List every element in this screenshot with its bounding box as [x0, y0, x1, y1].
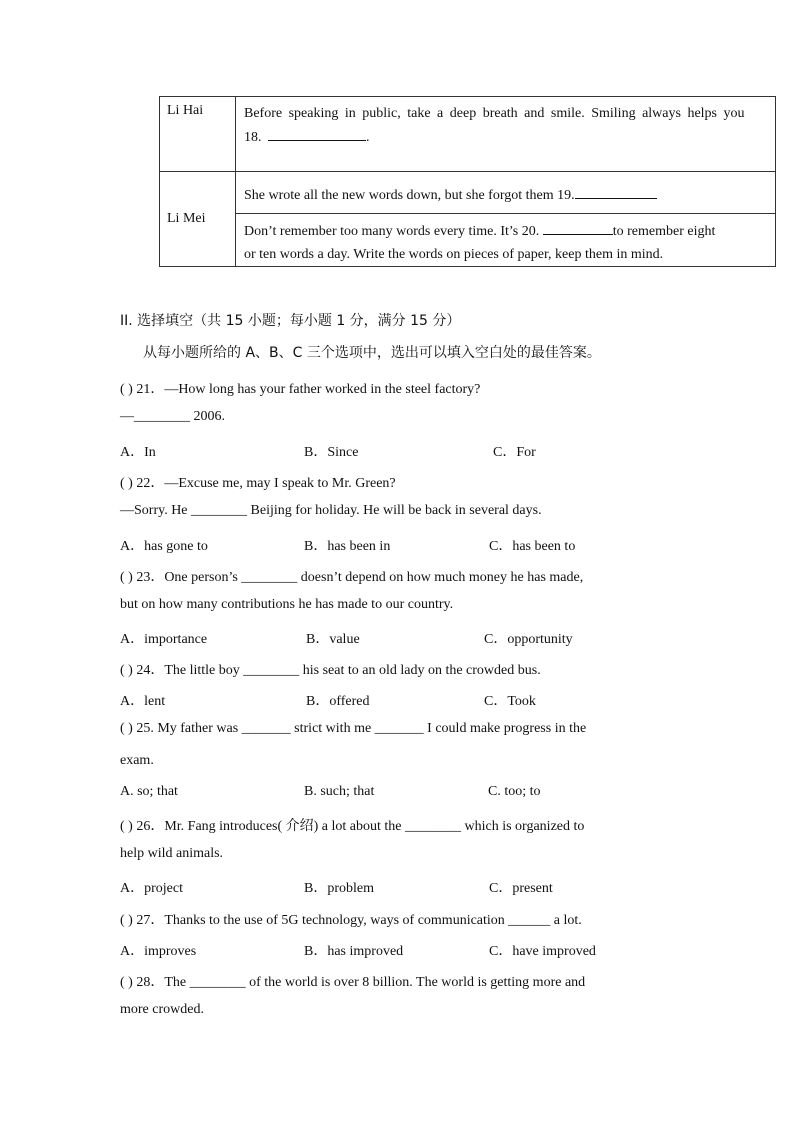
question-stem-line2: exam. — [120, 753, 154, 768]
dialogue-table — [159, 96, 776, 267]
option-b[interactable]: B．has improved — [304, 944, 404, 959]
option-a[interactable]: A．project — [120, 881, 183, 896]
section-instruction: 从每小题所给的 A、B、C 三个选项中，选出可以填入空白处的最佳答案。 — [143, 345, 601, 361]
option-c[interactable]: C．For — [493, 445, 536, 460]
option-a[interactable]: A．has gone to — [120, 539, 208, 554]
option-c[interactable]: C．present — [489, 881, 553, 896]
question-stem: ( ) 27．Thanks to the use of 5G technology, ways of communication ______ a lot. — [120, 913, 582, 928]
problem-cell — [236, 172, 776, 214]
question-stem: ( ) 25. My father was _______ strict with me _______ I could make progress in the — [120, 721, 587, 736]
question-stem: ( ) 21．—How long has your father worked in the steel factory? — [120, 382, 481, 397]
speaker-cell — [160, 172, 236, 267]
table-row — [160, 97, 776, 172]
question-stem: ( ) 28．The ________ of the world is over 8 billion. The world is getting more and — [120, 975, 586, 990]
advice-text-line2: or ten words a day. Write the words on pieces of paper, keep them in mind. — [244, 247, 664, 262]
option-a[interactable]: A．importance — [120, 632, 208, 647]
section-title: II. 选择填空（共 15 小题；每小题 1 分，满分 15 分） — [120, 313, 461, 329]
answer-blank[interactable] — [268, 125, 366, 141]
question-number: 18. — [244, 130, 262, 145]
question-stem: ( ) 26．Mr. Fang introduces( 介绍) a lot about the ________ which is organized to — [120, 819, 585, 834]
answer-blank[interactable] — [575, 183, 657, 199]
question-stem-line2: help wild animals. — [120, 846, 224, 861]
speaker-cell — [160, 97, 236, 172]
question-stem: ( ) 23．One person’s ________ doesn’t depend on how much money he has made, — [120, 570, 584, 585]
option-b[interactable]: B. such; that — [304, 784, 375, 799]
speaker-name: Li Mei — [167, 211, 206, 226]
option-c[interactable]: C．Took — [484, 694, 536, 709]
advice-cell: Before speaking in public, take a deep breath and smile. Smiling always helps you 18. . — [236, 97, 776, 172]
question-stem-line2: more crowded. — [120, 1002, 204, 1017]
option-b[interactable]: B．has been in — [304, 539, 391, 554]
advice-cell — [236, 214, 776, 267]
option-a[interactable]: A. so; that — [120, 784, 178, 799]
advice-text: Don’t remember too many words every time. It’s 20. — [244, 224, 540, 239]
option-a[interactable]: A．In — [120, 445, 156, 460]
question-stem-line2: —Sorry. He ________ Beijing for holiday. He will be back in several days. — [120, 503, 542, 518]
question-stem-line2: but on how many contributions he has made to our country. — [120, 597, 454, 612]
table-row — [160, 214, 776, 267]
option-b[interactable]: B．value — [306, 632, 360, 647]
problem-text: She wrote all the new words down, but she forgot them 19. — [244, 188, 575, 203]
option-c[interactable]: C．has been to — [489, 539, 576, 554]
table-row — [160, 172, 776, 214]
option-b[interactable]: B．problem — [304, 881, 374, 896]
advice-text-cont: to remember eight — [612, 224, 716, 239]
advice-text: Before speaking in public, take a deep breath and smile. Smiling always helps you — [244, 106, 745, 121]
option-a[interactable]: A．lent — [120, 694, 166, 709]
option-b[interactable]: B．Since — [304, 445, 359, 460]
option-b[interactable]: B．offered — [306, 694, 370, 709]
option-c[interactable]: C．opportunity — [484, 632, 573, 647]
question-stem-line2: —________ 2006. — [120, 409, 225, 424]
question-stem: ( ) 24．The little boy ________ his seat to an old lady on the crowded bus. — [120, 663, 541, 678]
option-a[interactable]: A．improves — [120, 944, 197, 959]
option-c[interactable]: C．have improved — [489, 944, 596, 959]
option-c[interactable]: C. too; to — [488, 784, 541, 799]
speaker-name: Li Hai — [167, 103, 204, 118]
answer-blank[interactable] — [543, 219, 613, 235]
question-stem: ( ) 22．—Excuse me, may I speak to Mr. Green? — [120, 476, 396, 491]
